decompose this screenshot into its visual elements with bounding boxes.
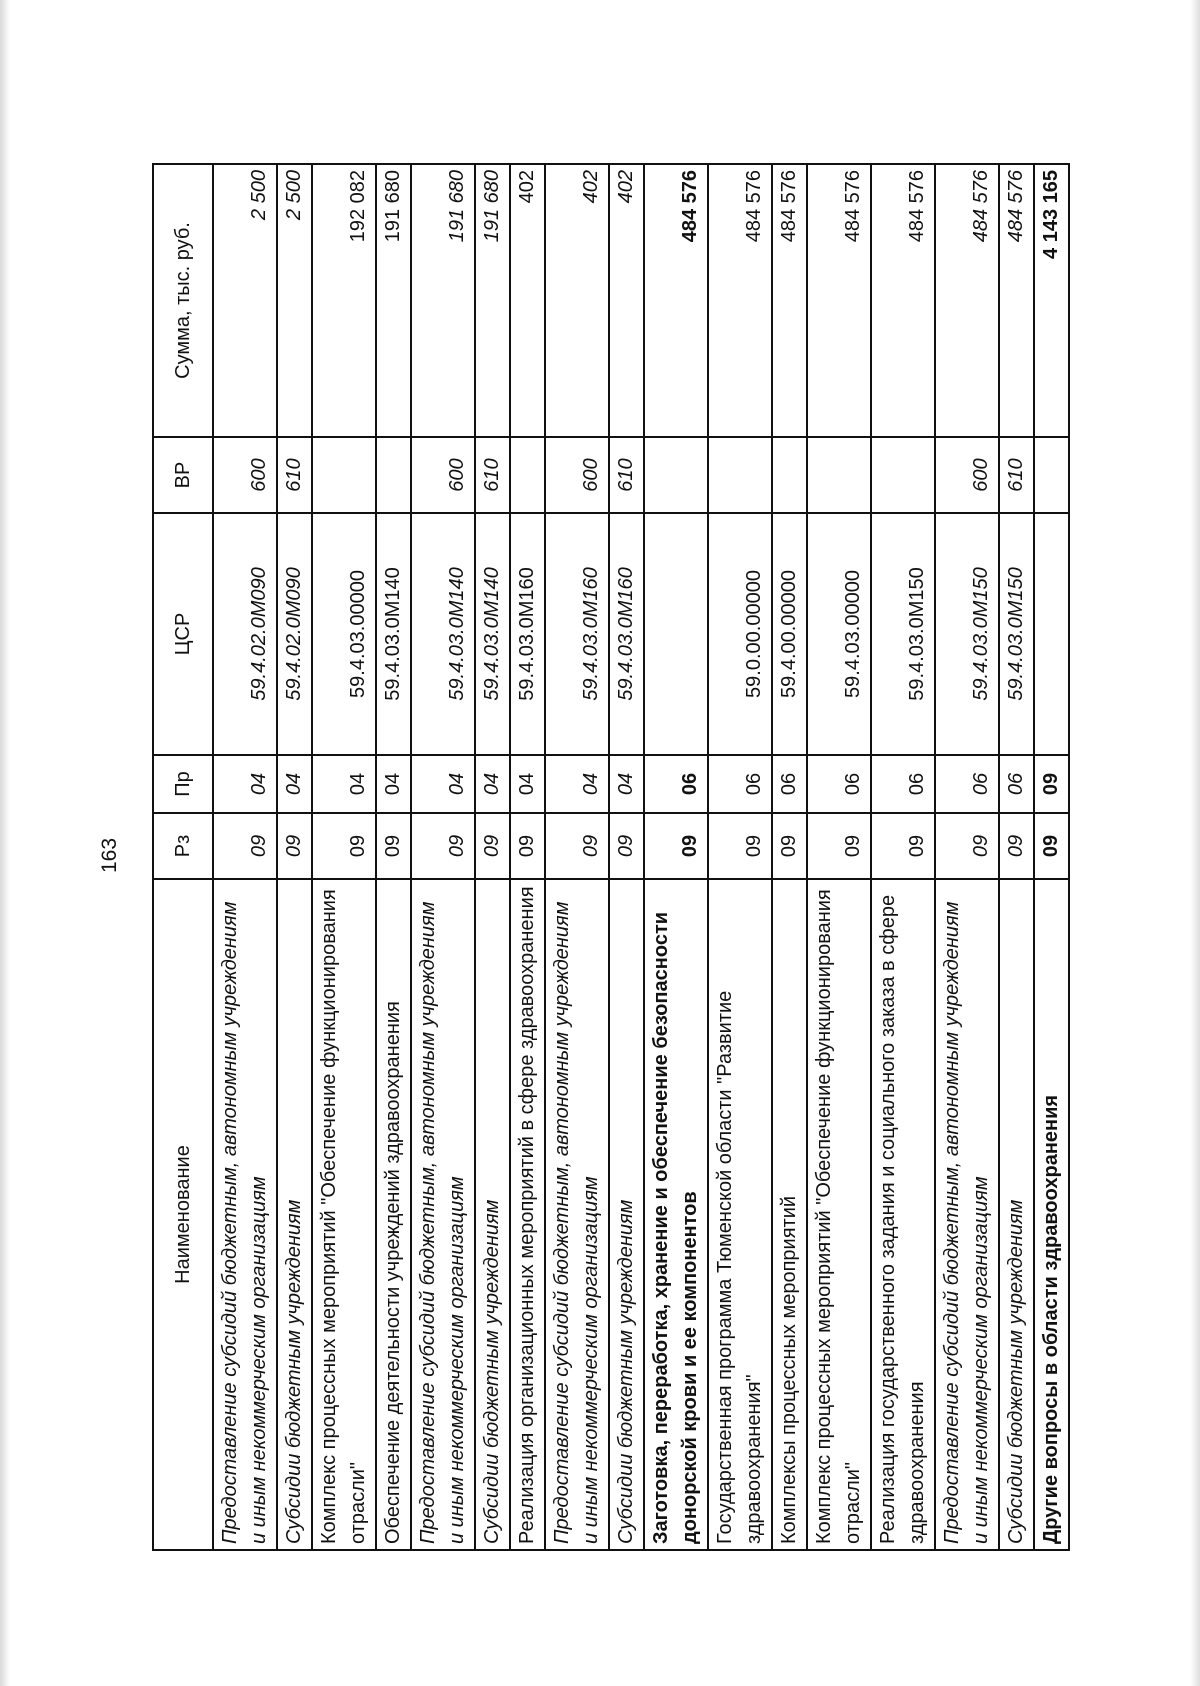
header-rz: Рз — [153, 813, 213, 879]
cell-name: Предоставление субсидий бюджетным, автономным учреждениям и иным некоммерческим организациям — [545, 879, 609, 1550]
header-vr: ВР — [153, 437, 213, 513]
cell-pr: 04 — [411, 755, 475, 813]
cell-rz: 09 — [609, 813, 644, 879]
table-row — [609, 164, 644, 1550]
cell-csr: 59.4.03.0М160 — [510, 513, 545, 755]
cell-vr: 600 — [411, 437, 475, 513]
scan-edge-left — [0, 0, 10, 1686]
table-row — [277, 164, 312, 1550]
cell-sum: 4 143 165 — [1034, 164, 1069, 437]
cell-csr — [644, 513, 708, 755]
cell-vr — [312, 437, 376, 513]
cell-pr: 04 — [277, 755, 312, 813]
cell-sum: 484 576 — [871, 164, 935, 437]
cell-vr — [871, 437, 935, 513]
table-row — [935, 164, 999, 1550]
table-row — [475, 164, 510, 1550]
cell-name: Комплекс процессных мероприятий "Обеспечение функционирования отрасли" — [807, 879, 871, 1550]
cell-vr: 610 — [999, 437, 1034, 513]
budget-table — [152, 163, 1070, 1551]
cell-name: Комплекс процессных мероприятий "Обеспечение функционирования отрасли" — [312, 879, 376, 1550]
cell-pr: 06 — [772, 755, 807, 813]
cell-csr: 59.4.00.00000 — [772, 513, 807, 755]
header-sum: Сумма, тыс. руб. — [153, 164, 213, 437]
cell-name: Субсидии бюджетным учреждениям — [475, 879, 510, 1550]
cell-name: Предоставление субсидий бюджетным, автономным учреждениям и иным некоммерческим организациям — [213, 879, 277, 1550]
cell-rz: 09 — [807, 813, 871, 879]
cell-rz: 09 — [312, 813, 376, 879]
table-row — [411, 164, 475, 1550]
cell-sum: 484 576 — [999, 164, 1034, 437]
cell-rz: 09 — [871, 813, 935, 879]
table-row — [376, 164, 411, 1550]
rotated-table-container — [152, 165, 1062, 1551]
cell-sum: 2 500 — [277, 164, 312, 437]
cell-csr: 59.4.03.0М160 — [609, 513, 644, 755]
cell-pr: 06 — [935, 755, 999, 813]
cell-pr: 04 — [510, 755, 545, 813]
table-row — [871, 164, 935, 1550]
scan-edge-right — [1190, 0, 1200, 1686]
cell-vr — [376, 437, 411, 513]
cell-pr: 06 — [644, 755, 708, 813]
cell-csr: 59.0.00.00000 — [708, 513, 772, 755]
cell-pr: 04 — [312, 755, 376, 813]
cell-csr: 59.4.03.00000 — [312, 513, 376, 755]
cell-vr — [807, 437, 871, 513]
cell-csr: 59.4.03.0М150 — [935, 513, 999, 755]
cell-vr: 610 — [277, 437, 312, 513]
cell-rz: 09 — [1034, 813, 1069, 879]
table-body — [213, 164, 1069, 1550]
cell-name: Реализация организационных мероприятий в сфере здравоохранения — [510, 879, 545, 1550]
cell-sum: 191 680 — [376, 164, 411, 437]
table-row — [1034, 164, 1069, 1550]
cell-csr: 59.4.02.0М090 — [277, 513, 312, 755]
cell-sum: 484 576 — [807, 164, 871, 437]
cell-pr: 04 — [213, 755, 277, 813]
cell-sum: 192 082 — [312, 164, 376, 437]
cell-name: Субсидии бюджетным учреждениям — [277, 879, 312, 1550]
cell-csr: 59.4.02.0М090 — [213, 513, 277, 755]
cell-name: Субсидии бюджетным учреждениям — [999, 879, 1034, 1550]
table-row — [510, 164, 545, 1550]
header-name: Наименование — [153, 879, 213, 1550]
cell-sum: 484 576 — [644, 164, 708, 437]
cell-vr: 610 — [475, 437, 510, 513]
cell-csr: 59.4.03.00000 — [807, 513, 871, 755]
cell-pr: 04 — [376, 755, 411, 813]
cell-sum: 484 576 — [708, 164, 772, 437]
cell-name: Реализация государственного задания и социального заказа в сфере здравоохранения — [871, 879, 935, 1550]
cell-name: Другие вопросы в области здравоохранения — [1034, 879, 1069, 1550]
table-row — [708, 164, 772, 1550]
cell-name: Государственная программа Тюменской области "Развитие здравоохранения" — [708, 879, 772, 1550]
cell-csr — [1034, 513, 1069, 755]
cell-pr: 06 — [807, 755, 871, 813]
cell-pr: 06 — [708, 755, 772, 813]
cell-name: Субсидии бюджетным учреждениям — [609, 879, 644, 1550]
cell-sum: 484 576 — [935, 164, 999, 437]
cell-name: Комплексы процессных мероприятий — [772, 879, 807, 1550]
cell-rz: 09 — [376, 813, 411, 879]
cell-vr: 610 — [609, 437, 644, 513]
cell-csr: 59.4.03.0М140 — [475, 513, 510, 755]
cell-rz: 09 — [708, 813, 772, 879]
cell-vr — [1034, 437, 1069, 513]
cell-csr: 59.4.03.0М140 — [411, 513, 475, 755]
cell-rz: 09 — [510, 813, 545, 879]
cell-pr: 06 — [871, 755, 935, 813]
cell-sum: 191 680 — [411, 164, 475, 437]
cell-name: Обеспечение деятельности учреждений здравоохранения — [376, 879, 411, 1550]
cell-rz: 09 — [213, 813, 277, 879]
cell-name: Заготовка, переработка, хранение и обеспечение безопасности донорской крови и ее компонентов — [644, 879, 708, 1550]
table-row — [213, 164, 277, 1550]
header-csr: ЦСР — [153, 513, 213, 755]
cell-vr — [772, 437, 807, 513]
cell-sum: 2 500 — [213, 164, 277, 437]
cell-rz: 09 — [545, 813, 609, 879]
cell-rz: 09 — [277, 813, 312, 879]
cell-vr: 600 — [213, 437, 277, 513]
cell-rz: 09 — [475, 813, 510, 879]
cell-name: Предоставление субсидий бюджетным, автономным учреждениям и иным некоммерческим организациям — [935, 879, 999, 1550]
cell-pr: 09 — [1034, 755, 1069, 813]
table-row — [312, 164, 376, 1550]
cell-vr — [708, 437, 772, 513]
table-row — [772, 164, 807, 1550]
cell-vr — [510, 437, 545, 513]
cell-name: Предоставление субсидий бюджетным, автономным учреждениям и иным некоммерческим организациям — [411, 879, 475, 1550]
cell-vr: 600 — [545, 437, 609, 513]
cell-vr: 600 — [935, 437, 999, 513]
cell-sum: 402 — [510, 164, 545, 437]
header-pr: Пр — [153, 755, 213, 813]
cell-pr: 04 — [609, 755, 644, 813]
cell-rz: 09 — [772, 813, 807, 879]
cell-sum: 402 — [545, 164, 609, 437]
cell-pr: 04 — [475, 755, 510, 813]
cell-sum: 484 576 — [772, 164, 807, 437]
cell-csr: 59.4.03.0М140 — [376, 513, 411, 755]
cell-sum: 402 — [609, 164, 644, 437]
cell-pr: 06 — [999, 755, 1034, 813]
cell-vr — [644, 437, 708, 513]
cell-rz: 09 — [644, 813, 708, 879]
page-number: 163 — [98, 837, 121, 873]
cell-csr: 59.4.03.0М150 — [871, 513, 935, 755]
cell-rz: 09 — [411, 813, 475, 879]
table-row — [999, 164, 1034, 1550]
table-row — [807, 164, 871, 1550]
cell-rz: 09 — [935, 813, 999, 879]
table-row — [644, 164, 708, 1550]
cell-pr: 04 — [545, 755, 609, 813]
table-header-row — [153, 164, 213, 1550]
table-row — [545, 164, 609, 1550]
cell-rz: 09 — [999, 813, 1034, 879]
cell-csr: 59.4.03.0М150 — [999, 513, 1034, 755]
cell-csr: 59.4.03.0М160 — [545, 513, 609, 755]
cell-sum: 191 680 — [475, 164, 510, 437]
